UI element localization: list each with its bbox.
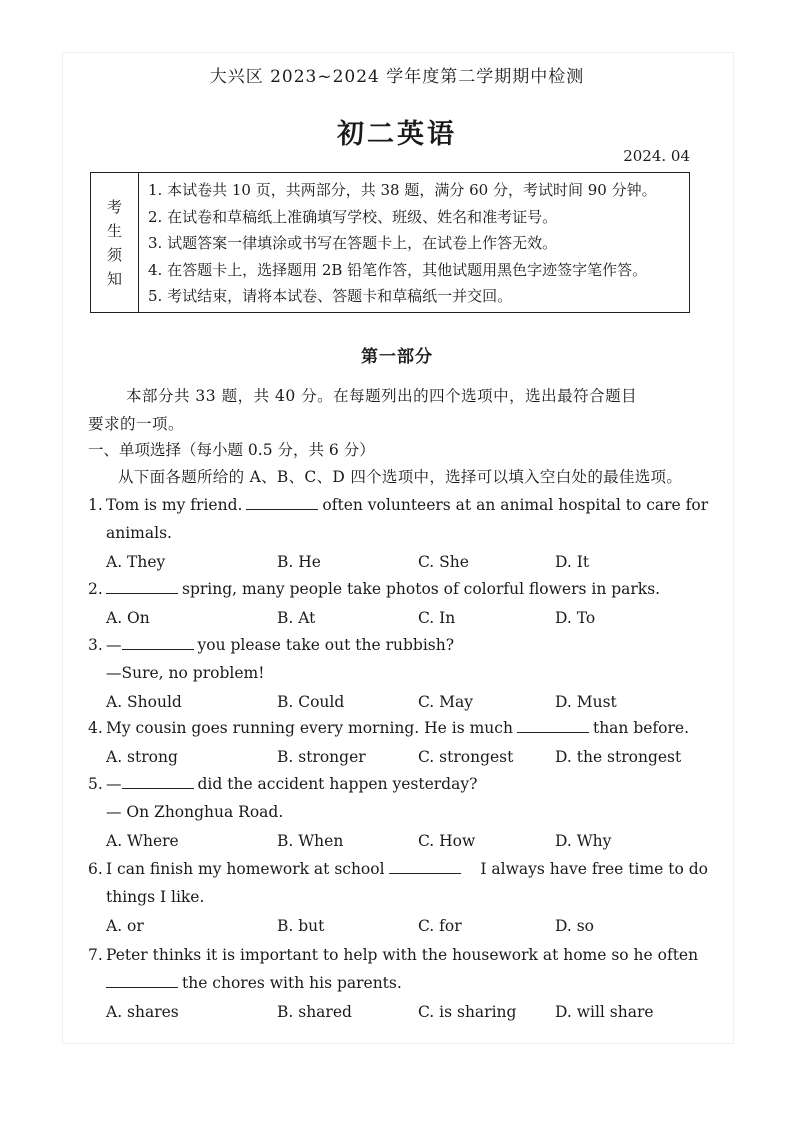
dialogue-dash: — [106,636,122,654]
option-d: D. To [555,609,596,627]
stem-continuation: animals. [106,524,172,542]
option-a: A. strong [106,748,178,766]
answer-blank [517,718,589,733]
question-number: 2. [88,580,103,598]
question-7 [88,941,708,1026]
stem-continuation: things I like. [106,888,205,906]
part-intro-line: 本部分共 33 题，共 40 分。在每题列出的四个选项中，选出最符合题目 [126,387,638,405]
stem-text: did the accident happen yesterday? [197,775,478,793]
notice-item: 5. 考试结束，请将本试卷、答题卡和草稿纸一并交回。 [148,287,513,305]
options-row [88,743,708,771]
option-b: B. At [277,609,316,627]
dialogue-reply: — On Zhonghua Road. [106,803,284,821]
answer-blank [246,495,318,510]
option-c: C. She [418,553,469,571]
question-number: 5. [88,775,103,793]
answer-blank [122,635,194,650]
section-title: 一、单项选择（每小题 0.5 分，共 6 分） [88,441,375,459]
question-number: 3. [88,636,103,654]
question-stem [88,575,708,603]
option-b: B. but [277,917,325,935]
notice-label-char: 考 [106,197,122,216]
question-number: 6. [88,860,103,878]
stem-text: you please take out the rubbish? [197,636,455,654]
answer-blank [106,579,178,594]
options-row [88,998,708,1026]
notice-item: 3. 试题答案一律填涂或书写在答题卡上，在试卷上作答无效。 [148,234,558,252]
subject-title: 初二英语 [337,119,457,150]
question-number: 1. [88,496,103,514]
option-c: C. In [418,609,456,627]
option-d: D. will share [555,1003,654,1021]
question-4 [88,714,708,771]
stem-continuation [88,969,708,997]
option-c: C. for [418,917,462,935]
question-6 [88,855,708,940]
answer-blank [389,859,461,874]
answer-blank [122,774,194,789]
option-a: A. On [106,609,150,627]
candidate-notice-box [90,172,690,313]
section-instruction: 从下面各题所给的 A、B、C、D 四个选项中，选择可以填入空白处的最佳选项。 [118,468,683,486]
stem-text: often volunteers at an animal hospital to care for [322,496,709,514]
stem-text: the chores with his parents. [182,974,402,992]
notice-label-char: 须 [106,245,122,264]
options-row [88,827,708,855]
stem-text: Peter thinks it is important to help with the housework at home so he often [106,946,699,964]
dialogue-dash: — [106,775,122,793]
options-row [88,604,708,632]
option-b: B. stronger [277,748,366,766]
dialogue-reply: —Sure, no problem! [106,664,265,682]
option-a: A. Where [106,832,179,850]
option-a: A. Should [106,693,182,711]
notice-item: 2. 在试卷和草稿纸上准确填写学校、班级、姓名和准考证号。 [148,207,558,226]
question-number: 7. [88,946,103,964]
question-number: 4. [88,719,103,737]
option-b: B. When [277,832,344,850]
notice-items [139,173,689,312]
option-d: D. so [555,917,595,935]
notice-item: 1. 本试卷共 10 页，共两部分，共 38 题，满分 60 分，考试时间 90 分钟。 [148,181,657,199]
option-b: B. Could [277,693,345,711]
stem-text: My cousin goes running every morning. He is much [106,719,513,737]
question-stem [88,941,708,969]
question-5 [88,770,708,855]
notice-label-char: 生 [106,221,122,240]
option-b: B. shared [277,1003,352,1021]
option-a: A. or [106,917,144,935]
stem-text: I always have free time to do [480,860,708,878]
stem-text: Tom is my friend. [106,496,243,514]
option-d: D. It [555,553,590,571]
option-a: A. They [106,553,166,571]
option-b: B. He [277,553,321,571]
question-stem [88,855,708,883]
question-2 [88,575,708,632]
stem-text: I can finish my homework at school [106,860,385,878]
notice-label-char: 知 [106,269,122,288]
stem-text: than before. [592,719,690,737]
question-stem [88,770,708,798]
option-d: D. Why [555,832,612,850]
stem-text: spring, many people take photos of colorful flowers in parks. [182,580,661,598]
question-1 [88,491,708,576]
notice-label [91,173,139,312]
question-stem [88,714,708,742]
notice-item: 4. 在答题卡上，选择题用 2B 铅笔作答，其他试题用黑色字迹签字笔作答。 [148,260,648,279]
question-stem [88,491,708,519]
exam-date: 2024. 04 [623,147,690,165]
option-d: D. Must [555,693,617,711]
options-row [88,548,708,576]
part-intro [88,382,694,438]
option-c: C. May [418,693,474,711]
options-row [88,688,708,716]
option-c: C. is sharing [418,1003,517,1021]
part-intro-line: 要求的一项。 [88,415,185,433]
exam-title: 大兴区 2023~2024 学年度第二学期期中检测 [209,67,585,87]
answer-blank [106,973,178,988]
options-row [88,912,708,940]
part-title: 第一部分 [361,347,433,367]
question-3 [88,631,708,716]
option-c: C. How [418,832,476,850]
option-c: C. strongest [418,748,514,766]
option-a: A. shares [106,1003,179,1021]
option-d: D. the strongest [555,748,682,766]
question-stem [88,631,708,659]
